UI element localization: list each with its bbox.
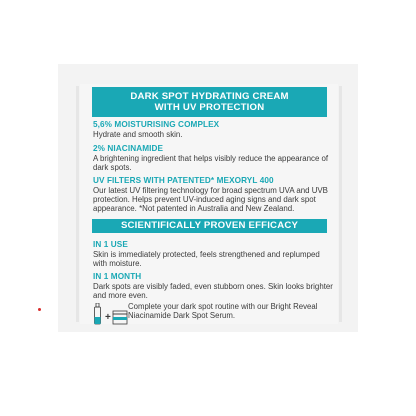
one-month-heading: IN 1 MONTH [93,272,142,281]
panel-right-edge [339,86,342,322]
cream-jar-icon [113,311,127,324]
serum-bottle-icon [95,303,101,324]
routine-recommendation-text: Complete your dark spot routine with our Bright Reveal Niacinamide Dark Spot Serum. [128,302,318,321]
product-title-line2: WITH UV PROTECTION [154,102,265,113]
niacinamide-heading: 2% NIACINAMIDE [93,144,164,153]
product-title-banner [92,87,327,117]
panel-left-edge [76,86,79,322]
product-routine-icons [93,303,129,325]
red-dot-marker [38,308,41,311]
uv-filters-text: Our latest UV filtering technology for broad spectrum UVA and UVB protection. Helps prevent UV-induced aging signs and dark spot appearance. *Not patented in Australia and New Zealand. [93,186,328,214]
one-use-heading: IN 1 USE [93,240,128,249]
one-use-text: Skin is immediately protected, feels strengthened and replumped with moisture. [93,250,320,269]
uv-filters-heading: UV FILTERS WITH PATENTED* MEXORYL 400 [93,176,274,185]
niacinamide-text: A brightening ingredient that helps visibly reduce the appearance of dark spots. [93,154,329,173]
product-title-line1: DARK SPOT HYDRATING CREAM [130,91,289,102]
efficacy-banner: SCIENTIFICALLY PROVEN EFFICACY [92,219,327,233]
one-month-text: Dark spots are visibly faded, even stubborn ones. Skin looks brighter and more even. [93,282,333,301]
plus-symbol: + [105,312,111,323]
moisturising-text: Hydrate and smooth skin. [93,130,183,139]
moisturising-heading: 5,6% MOISTURISING COMPLEX [93,120,220,129]
